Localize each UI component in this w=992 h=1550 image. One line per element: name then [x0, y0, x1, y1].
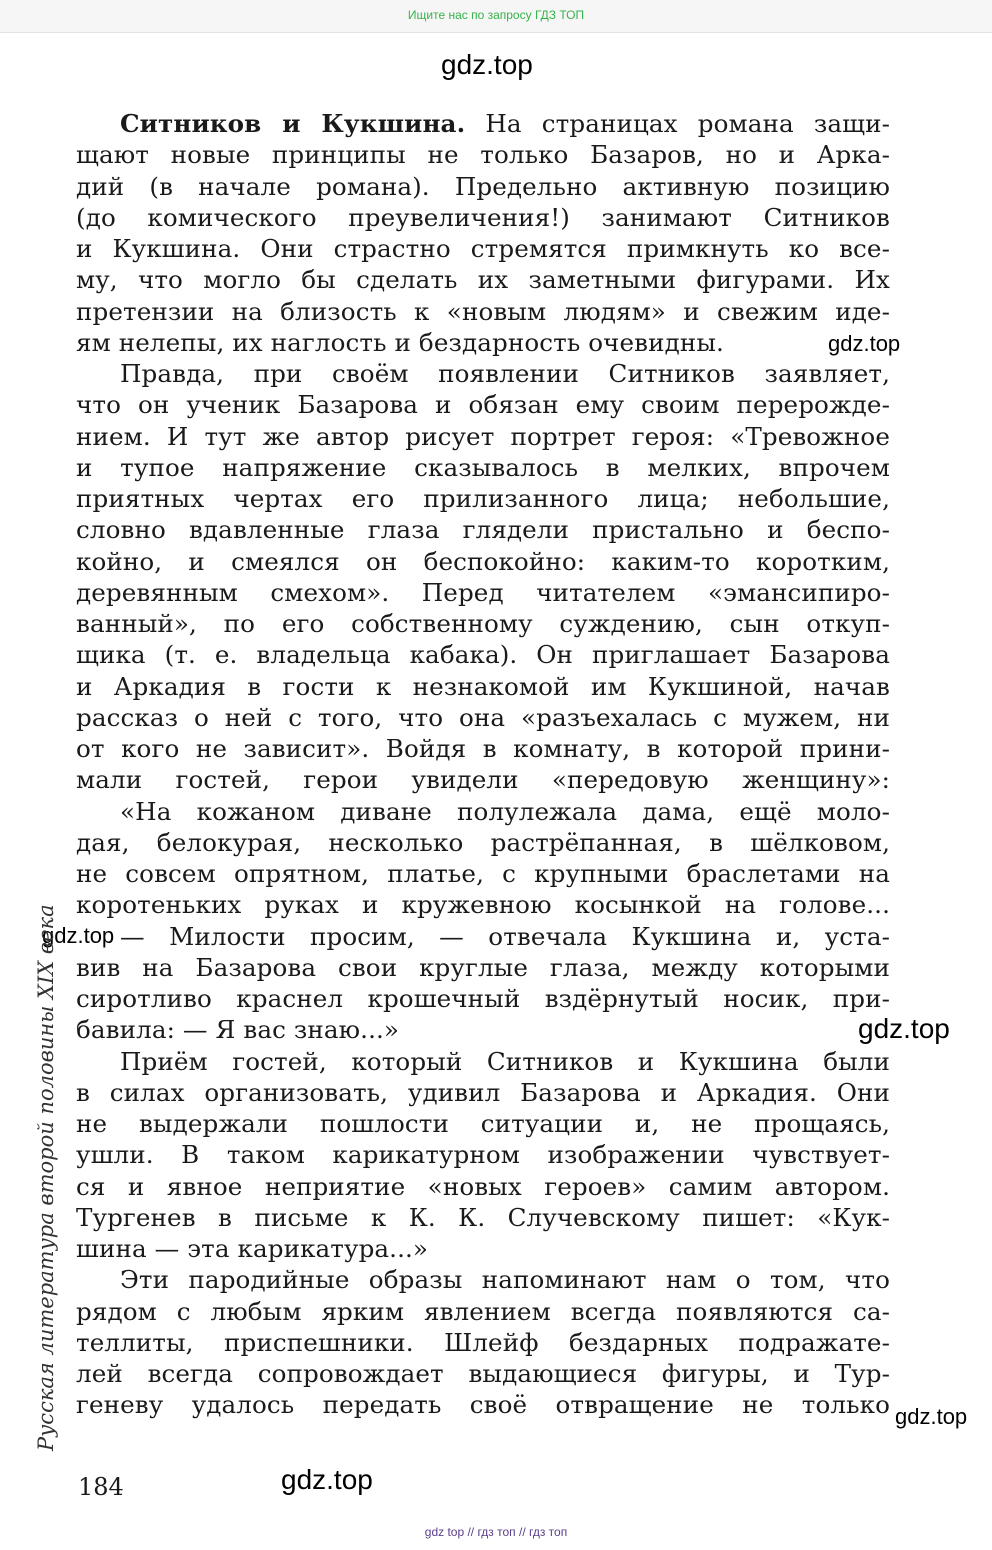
text-line-content: щают новые принципы не только Базаров, но и Арка-: [76, 140, 890, 170]
text-line-content: сиротливо краснел крошечный вздёрнутый носик, при-: [76, 984, 890, 1013]
text-line: [76, 577, 890, 608]
text-line-content: шина — эта карикатура...»: [76, 1234, 429, 1263]
text-line-content: мали гостей, герои увидели «передовую женщину»:: [76, 765, 890, 795]
text-line: [76, 546, 890, 577]
text-line: [76, 639, 890, 670]
text-line: [76, 1108, 890, 1139]
text-line: [76, 1202, 890, 1233]
bottom-links-text[interactable]: gdz top // гдз топ // гдз топ: [424, 1525, 568, 1539]
watermark-right-2: gdz.top: [858, 1013, 950, 1044]
text-line-content: лей всегда сопровождает выдающиеся фигуры, и Тур-: [76, 1359, 890, 1388]
side-title: Русская литература второй половины XIX века: [34, 904, 58, 1451]
bottom-links[interactable]: [0, 1517, 992, 1550]
text-line-content: словно вдавленные глаза глядели пристально и беспо-: [76, 515, 890, 545]
text-line: [76, 1139, 890, 1170]
text-line: [76, 983, 890, 1014]
text-line-content: нием. И тут же автор рисует портрет героя: «Тревожное: [76, 421, 890, 451]
text-line: [76, 264, 890, 295]
text-line: [76, 764, 890, 795]
text-line-content: койно, и смеялся он беспокойно: каким-то коротким,: [76, 546, 890, 576]
text-line: [76, 171, 890, 202]
text-line-content: ся и явное неприятие «новых героев» самим автором.: [76, 1171, 890, 1201]
text-line: [76, 1327, 890, 1358]
text-line: [76, 671, 890, 702]
text-line-content: — Милости просим, — отвечала Кукшина и, уста-: [120, 921, 890, 951]
text-line: [76, 1389, 890, 1420]
text-line: [76, 608, 890, 639]
top-banner-text[interactable]: Ищите нас по запросу ГДЗ ТОП: [407, 8, 585, 22]
text-line: [76, 358, 890, 389]
text-line: [76, 858, 890, 889]
text-line: [76, 796, 890, 827]
text-line: [76, 952, 890, 983]
text-line-content: теллиты, приспешники. Шлейф бездарных подражате-: [76, 1327, 890, 1357]
text-line-content: не выдержали пошлости ситуации и, не прощаясь,: [76, 1109, 890, 1138]
body-text: [76, 108, 890, 1421]
text-line-content: рядом с любым ярким явлением всегда появляются са-: [76, 1296, 890, 1326]
text-line: [76, 1014, 890, 1045]
text-line: [76, 233, 890, 264]
text-line-content: коротеньких руках и кружевною косынкой на голове...: [76, 890, 890, 920]
text-line-content: и тупое напряжение сказывалось в мелких, впрочем: [76, 452, 890, 482]
text-line: [76, 483, 890, 514]
text-line: [76, 1171, 890, 1202]
text-line: [76, 1296, 890, 1327]
text-line: [76, 702, 890, 733]
text-line: [76, 452, 890, 483]
text-line-content: Тургенев в письме к К. К. Случевскому пишет: «Кук-: [76, 1202, 890, 1232]
text-line-content: ям нелепы, их наглость и бездарность очевидны.: [76, 327, 724, 357]
text-line: [76, 1358, 890, 1389]
text-line: [76, 733, 890, 764]
text-line: [76, 827, 890, 858]
text-line: [76, 1264, 890, 1295]
text-line: [76, 1233, 890, 1264]
text-line: [76, 389, 890, 420]
text-line-content: дий (в начале романа). Предельно активную позицию: [76, 171, 890, 201]
text-line-content: Правда, при своём появлении Ситников заявляет,: [120, 359, 890, 388]
text-line-content: ванный», по его собственному суждению, сын откуп-: [76, 609, 890, 638]
top-banner[interactable]: [0, 0, 992, 33]
text-line-content: Эти пародийные образы напоминают нам о том, что: [120, 1265, 890, 1295]
text-line: [76, 139, 890, 170]
watermark-left: gdz.top: [42, 923, 115, 948]
text-line: [76, 327, 890, 358]
page-number: 184: [78, 1473, 124, 1501]
text-line: [76, 421, 890, 452]
text-line-content: щика (т. е. владельца кабака). Он приглашает Базарова: [76, 640, 890, 670]
text-line-content: в силах организовать, удивил Базарова и Аркадия. Они: [76, 1077, 890, 1107]
text-line: [76, 921, 890, 952]
text-line-content: му, что могло бы сделать их заметными фигурами. Их: [76, 265, 890, 295]
text-line-content: претензии на близость к «новым людям» и свежим иде-: [76, 296, 890, 326]
watermark-right-1: gdz.top: [828, 331, 901, 356]
watermark-bottom: gdz.top: [281, 1464, 373, 1495]
text-line: [76, 202, 890, 233]
text-line-content: «На кожаном диване полулежала дама, ещё моло-: [120, 796, 890, 826]
text-line-content: На страницах романа защи-: [465, 109, 890, 138]
watermark-right-3: gdz.top: [895, 1404, 968, 1429]
text-line-content: Приём гостей, который Ситников и Кукшина были: [120, 1046, 890, 1076]
text-line-content: бавила: — Я вас знаю...»: [76, 1015, 400, 1045]
watermark-top: gdz.top: [441, 49, 533, 80]
text-line-content: дая, белокурая, несколько растрёпанная, в шёлковом,: [76, 827, 890, 857]
text-line: [76, 108, 890, 139]
text-line-content: ушли. В таком карикатурном изображении чувствует-: [76, 1140, 890, 1170]
text-line-content: (до комического преувеличения!) занимают Ситников: [76, 202, 890, 232]
text-line: [76, 1046, 890, 1077]
section-heading: Ситников и Кукшина.: [120, 109, 466, 138]
text-line: [76, 514, 890, 545]
text-line: [76, 296, 890, 327]
text-line-content: деревянным смехом». Перед читателем «эмансипиро-: [76, 577, 890, 607]
text-line: [76, 889, 890, 920]
text-line-content: и Кукшина. Они страстно стремятся примкнуть ко все-: [76, 234, 890, 263]
text-line: [76, 1077, 890, 1108]
text-line-content: вив на Базарова свои круглые глаза, между которыми: [76, 952, 890, 982]
text-line-content: рассказ о ней с того, что она «разъехалась с мужем, ни: [76, 702, 890, 732]
text-line-content: и Аркадия в гости к незнакомой им Кукшиной, начав: [76, 671, 890, 701]
text-line-content: от кого не зависит». Войдя в комнату, в которой прини-: [76, 734, 890, 763]
text-line-content: приятных чертах его прилизанного лица; небольшие,: [76, 484, 890, 513]
text-line-content: что он ученик Базарова и обязан ему своим перерожде-: [76, 390, 890, 420]
text-line-content: геневу удалось передать своё отвращение не только: [76, 1390, 890, 1420]
text-line-content: не совсем опрятном, платье, с крупными браслетами на: [76, 859, 890, 888]
